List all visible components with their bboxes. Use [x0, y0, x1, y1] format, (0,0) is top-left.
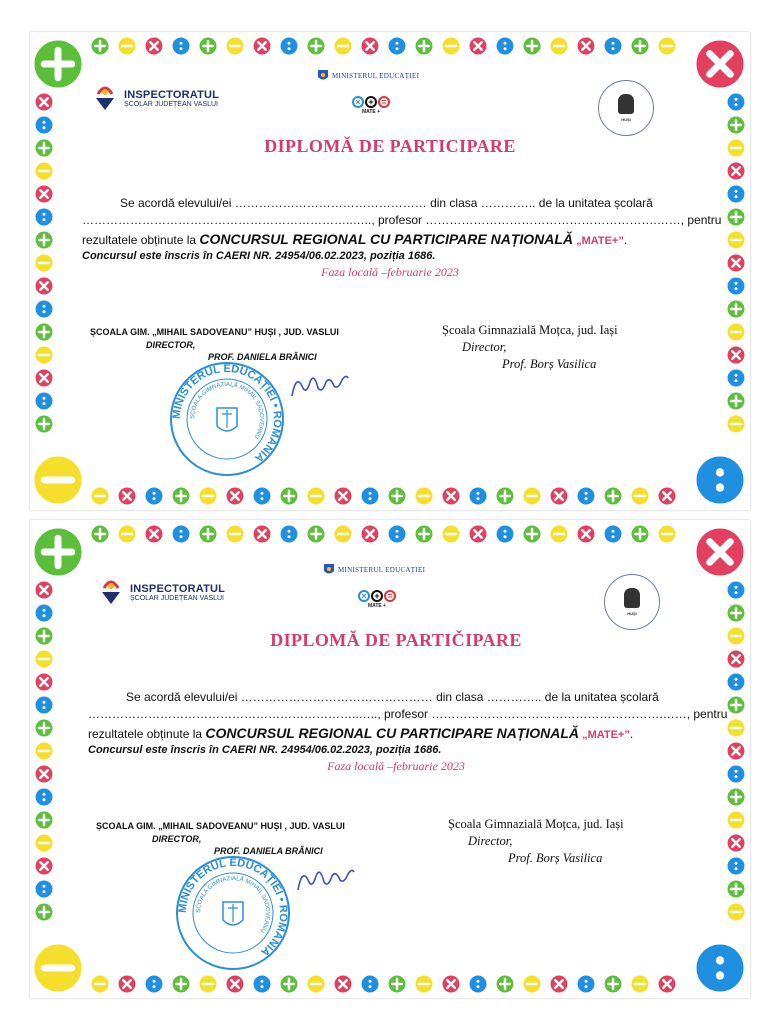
diploma-content: [30, 32, 750, 510]
school-left-block: [96, 820, 345, 858]
portrait-icon: [624, 588, 640, 608]
school-left-director: PROF. DANIELA BRĂNICI: [208, 352, 317, 363]
mate-plus-icon: +: [371, 590, 383, 602]
diploma-content: [36, 526, 750, 998]
stamp-outer-text: MINISTERUL EDUCAȚIEI • ROMÂNIA: [170, 362, 284, 465]
award-line-1: Se acordă elevului/ei ………………………………………… din clasa ………….. de la unitatea școlară: [120, 196, 653, 210]
school-badge: [598, 80, 654, 136]
mate-logo-label: MATE +: [367, 603, 387, 609]
minister-logo: [318, 70, 419, 82]
school-right-name: Școala Gimnazială Moțca, jud. Iași: [442, 323, 618, 337]
mate-plus-icon: +: [365, 96, 377, 108]
school-left-role: DIRECTOR,: [152, 833, 202, 844]
diploma: [30, 520, 750, 998]
mate-logo: [354, 590, 400, 609]
school-right-block: [448, 816, 624, 867]
minister-name: MINISTERUL EDUCAȚIEI: [332, 72, 420, 80]
inspectorat-subtitle: ȘCOLAR JUDEȚEAN VASLUI: [124, 101, 219, 109]
diploma-title: DIPLOMĂ DE PARTIČIPARE: [270, 630, 522, 650]
school-badge: [604, 574, 660, 630]
badge-text: HUȘI: [621, 117, 631, 122]
school-left-role: DIRECTOR,: [146, 339, 196, 350]
mate-equals-icon: =: [384, 590, 396, 602]
mate-logo-label: MATE +: [361, 109, 381, 115]
award-line-1: Se acordă elevului/ei ………………………………………… din clasa ………….. de la unitatea școlară: [126, 690, 659, 704]
official-stamp: [168, 360, 286, 478]
inspectorat-emblem-icon: [90, 84, 120, 114]
school-left-name: ȘCOALA GIM. „MIHAIL SADOVEANU” HUȘI , JUD. VASLUI: [90, 327, 339, 337]
contest-name: CONCURSUL REGIONAL CU PARTICIPARE NAȚIONALĂ: [205, 725, 580, 741]
result-prefix: rezultatele obținute la: [88, 727, 206, 741]
school-right-role: Director,: [468, 833, 513, 848]
minister-name: MINISTERUL EDUCAȚIEI: [338, 566, 426, 574]
award-line-3: [88, 725, 633, 741]
contest-name: CONCURSUL REGIONAL CU PARTICIPARE NAȚIONALĂ: [199, 231, 574, 247]
coat-of-arms-icon: [324, 564, 334, 576]
mate-minus-icon: ×: [352, 96, 364, 108]
contest-brand: „MATE+”: [573, 235, 624, 247]
school-right-role: Director,: [462, 339, 507, 354]
award-line-2: …………………………………………………………..….., profesor ………………………………………………….……, pentru: [88, 707, 728, 721]
school-right-name: Școala Gimnazială Moțca, jud. Iași: [448, 817, 624, 831]
award-line-2: …………………………………………………………..….., profesor ………………………………………………….……, pentru: [82, 213, 722, 227]
line-end: .: [623, 233, 628, 247]
diploma-title: DIPLOMĂ DE PARTICIPARE: [264, 136, 516, 156]
school-right-director: Prof. Borș Vasilica: [508, 850, 603, 865]
official-stamp: [174, 854, 292, 972]
contest-brand: „MATE+”: [579, 729, 630, 741]
inspectorat-name: INSPECTORATUL: [124, 88, 220, 101]
school-left-name: ȘCOALA GIM. „MIHAIL SADOVEANU” HUȘI , JUD. VASLUI: [96, 821, 345, 831]
inspectorat-emblem-icon: [96, 578, 126, 608]
school-right-director: Prof. Borș Vasilica: [502, 356, 597, 371]
caeri-registration: Concursul este înscris în CAERI NR. 24954/06.02.2023, poziția 1686.: [88, 744, 442, 756]
mate-equals-icon: =: [378, 96, 390, 108]
caeri-registration: Concursul este înscris în CAERI NR. 24954/06.02.2023, poziția 1686.: [82, 250, 436, 262]
coat-of-arms-icon: [318, 70, 328, 82]
badge-text: HUȘI: [627, 611, 637, 616]
stamp-inner-text: ȘCOALA GIMNAZIALĂ MIHAIL SADOVEANU: [189, 381, 265, 440]
inspectorat-subtitle: ȘCOLAR JUDEȚEAN VASLUI: [130, 595, 225, 603]
inspectorat-logo: [96, 578, 225, 608]
school-left-director: PROF. DANIELA BRĂNICI: [214, 846, 323, 857]
inspectorat-name: INSPECTORATUL: [130, 582, 226, 595]
stamp-outer-text: MINISTERUL EDUCAȚIEI • ROMÂNIA: [176, 856, 290, 959]
portrait-icon: [618, 94, 634, 114]
signature: [294, 862, 358, 896]
stamp-inner-text: ȘCOALA GIMNAZIALĂ MIHAIL SADOVEANU: [195, 875, 271, 934]
result-prefix: rezultatele obținute la: [82, 233, 200, 247]
diploma: [30, 32, 750, 510]
school-left-block: [90, 326, 339, 364]
contest-phase: Faza locală –februarie 2023: [321, 265, 459, 279]
award-line-3: [82, 231, 627, 247]
line-end: .: [629, 727, 634, 741]
signature: [288, 368, 352, 402]
contest-phase: Faza locală –februarie 2023: [327, 759, 465, 773]
minister-logo: [324, 564, 425, 576]
mate-minus-icon: ×: [358, 590, 370, 602]
inspectorat-logo: [90, 84, 219, 114]
school-right-block: [442, 322, 618, 373]
mate-logo: [348, 96, 394, 115]
